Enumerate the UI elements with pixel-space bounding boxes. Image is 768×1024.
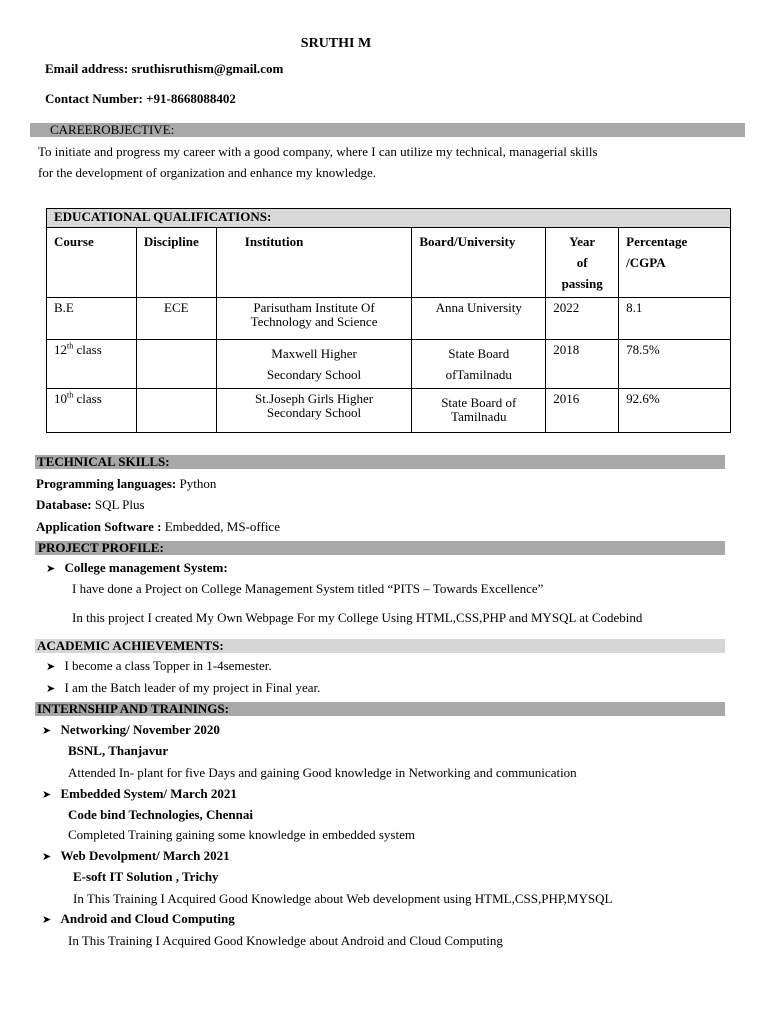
internship-desc: In This Training I Acquired Good Knowledge about Web development using HTML,CSS,PHP,MYSQL (73, 891, 613, 906)
cell-course: 10th class (47, 389, 137, 433)
skill-label: Application Software : (36, 519, 162, 534)
list-item (46, 680, 320, 696)
internship-title: Networking/ November 2020 (60, 722, 220, 737)
table-row (47, 298, 731, 340)
education-title-row (47, 209, 731, 228)
col-year-line-2: of (576, 255, 588, 270)
email-label: Email address: (45, 61, 129, 76)
cell-institution-line-2: Secondary School (266, 367, 362, 382)
col-discipline: Discipline (136, 228, 216, 298)
education-header-row (47, 228, 731, 298)
cell-institution-line-1: St.Joseph Girls Higher (255, 391, 374, 406)
cell-percentage: 78.5% (619, 340, 731, 389)
career-objective-line-2: for the development of organization and enhance my knowledge. (38, 165, 377, 180)
cell-board-line-2: ofTamilnadu (445, 367, 512, 382)
contact-label: Contact Number: (45, 91, 143, 106)
cell-board (412, 389, 546, 433)
internship-org: E-soft IT Solution , Trichy (73, 869, 219, 884)
internship-heading: INTERNSHIP AND TRAININGS: (37, 701, 229, 716)
internship-desc: Completed Training gaining some knowledge in embedded system (68, 827, 415, 842)
cell-institution (216, 298, 412, 340)
candidate-name: SRUTHI M (300, 36, 372, 51)
internship-desc: In This Training I Acquired Good Knowledge about Android and Cloud Computing (68, 933, 503, 948)
list-item (46, 658, 272, 674)
project-title: College management System: (64, 560, 228, 575)
cell-discipline (136, 389, 216, 433)
col-institution: Institution (216, 228, 412, 298)
cell-institution-line-1: Maxwell Higher (271, 346, 357, 361)
technical-skills-heading: TECHNICAL SKILLS: (37, 454, 170, 469)
technical-skills-bar (35, 455, 725, 469)
list-item (42, 722, 220, 738)
education-heading: EDUCATIONAL QUALIFICATIONS: (47, 209, 731, 228)
internship-title: Web Devolpment/ March 2021 (60, 848, 230, 863)
academic-achievements-heading: ACADEMIC ACHIEVEMENTS: (37, 638, 224, 653)
cell-board: Anna University (412, 298, 546, 340)
skill-value: SQL Plus (91, 497, 145, 512)
arrowhead-bullet-icon: ➤ (42, 724, 52, 737)
project-line-2: In this project I created My Own Webpage For my College Using HTML,CSS,PHP and MYSQL at Codebind (72, 610, 643, 625)
cell-institution-line-2: Secondary School (266, 405, 362, 420)
email-line (45, 61, 283, 77)
achievement-text: I become a class Topper in 1-4semester. (64, 658, 272, 673)
education-table (46, 208, 731, 433)
table-row (47, 340, 731, 389)
col-board: Board/University (412, 228, 546, 298)
project-line-1: I have done a Project on College Management System titled “PITS – Towards Excellence” (72, 581, 544, 596)
internship-org: Code bind Technologies, Chennai (68, 807, 253, 822)
cell-course: 12th class (47, 340, 137, 389)
col-course: Course (47, 228, 137, 298)
internship-title: Android and Cloud Computing (60, 911, 235, 926)
career-objective-heading: CAREEROBJECTIVE: (50, 122, 175, 137)
email-value: sruthisruthism@gmail.com (131, 61, 284, 76)
col-percentage (619, 228, 731, 298)
skill-label: Programming languages: (36, 476, 177, 491)
table-row (47, 389, 731, 433)
col-percentage-line-1: Percentage (626, 234, 688, 249)
cell-institution-line-1: Parisutham Institute Of (253, 300, 375, 315)
skill-application (36, 519, 280, 535)
cell-institution-line-2: Technology and Science (250, 314, 378, 329)
skill-label: Database: (36, 497, 92, 512)
col-percentage-line-2: /CGPA (626, 255, 666, 270)
skill-database (36, 497, 145, 513)
skill-value: Python (176, 476, 217, 491)
project-item (46, 560, 228, 576)
list-item (42, 911, 235, 927)
col-year-line-3: passing (561, 276, 603, 291)
arrowhead-bullet-icon: ➤ (42, 913, 52, 926)
cell-board-line-2: Tamilnadu (451, 409, 507, 424)
cell-discipline (136, 340, 216, 389)
cell-year: 2022 (546, 298, 619, 340)
career-objective-line-1: To initiate and progress my career with a good company, where I can utilize my technical, managerial skills (38, 144, 598, 159)
arrowhead-bullet-icon: ➤ (42, 850, 52, 863)
arrowhead-bullet-icon: ➤ (46, 562, 56, 575)
arrowhead-bullet-icon: ➤ (46, 660, 56, 673)
achievement-text: I am the Batch leader of my project in Final year. (64, 680, 321, 695)
cell-percentage: 8.1 (619, 298, 731, 340)
project-profile-heading: PROJECT PROFILE: (38, 540, 164, 555)
cell-discipline: ECE (136, 298, 216, 340)
list-item (42, 848, 230, 864)
col-year-line-1: Year (569, 234, 596, 249)
list-item (42, 786, 237, 802)
internship-desc: Attended In- plant for five Days and gaining Good knowledge in Networking and communication (68, 765, 577, 780)
cell-percentage: 92.6% (619, 389, 731, 433)
cell-institution (216, 340, 412, 389)
arrowhead-bullet-icon: ➤ (42, 788, 52, 801)
internship-bar (35, 702, 725, 716)
academic-achievements-bar (35, 639, 725, 653)
cell-year: 2016 (546, 389, 619, 433)
cell-board (412, 340, 546, 389)
career-objective-bar (30, 123, 745, 137)
col-year (546, 228, 619, 298)
arrowhead-bullet-icon: ➤ (46, 682, 56, 695)
cell-course: B.E (47, 298, 137, 340)
internship-org: BSNL, Thanjavur (68, 743, 169, 758)
cell-board-line-1: State Board (448, 346, 510, 361)
contact-line (45, 91, 236, 107)
cell-board-line-1: State Board of (441, 395, 517, 410)
project-profile-bar (35, 541, 725, 555)
cell-year: 2018 (546, 340, 619, 389)
skill-value: Embedded, MS-office (161, 519, 280, 534)
skill-programming (36, 476, 216, 492)
contact-value: +91-8668088402 (146, 91, 236, 106)
cell-institution (216, 389, 412, 433)
internship-title: Embedded System/ March 2021 (60, 786, 237, 801)
